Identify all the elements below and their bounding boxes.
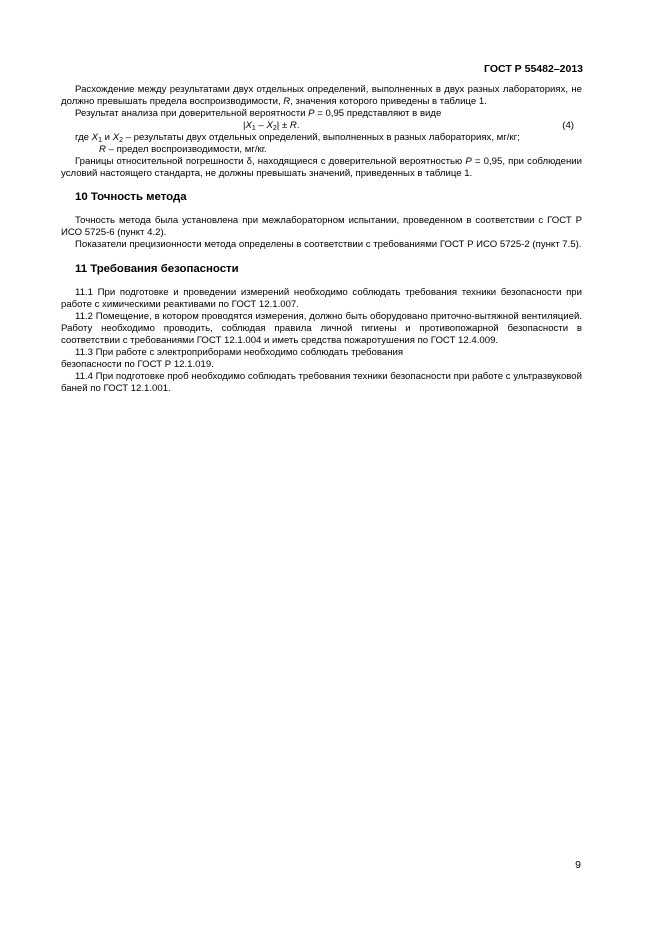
section-10-title: 10 Точность метода — [75, 191, 187, 204]
intro-var-r: R — [283, 96, 291, 108]
formula-sub1: 1 — [251, 125, 256, 133]
paragraph-result — [61, 108, 582, 120]
section-10-paragraph-2: Показатели прецизионности метода определены в соответствии с требованиями ГОСТ Р ИСО 5725-2 (пункт 7.5). — [75, 239, 582, 251]
paragraph-intro — [61, 84, 582, 108]
intro-text-b: , значения которого приведены в таблице 1. — [290, 96, 487, 108]
formula-dot: . — [296, 120, 300, 132]
formula-4 — [61, 120, 582, 132]
formula-x2: X — [266, 120, 273, 132]
formula-minus: – — [255, 120, 267, 132]
formula-number: (4) — [562, 120, 574, 132]
where-lead: где — [75, 132, 92, 144]
where-sub2: 2 — [119, 137, 123, 145]
where-sub1: 1 — [98, 137, 102, 145]
where-x1: X — [91, 132, 99, 144]
formula-x1: X — [245, 120, 252, 132]
where-definition-r — [61, 144, 582, 156]
document-header: ГОСТ Р 55482–2013 — [484, 63, 583, 75]
spacer — [61, 276, 582, 287]
formula-r: R — [289, 120, 297, 132]
bounds-var-p: P — [465, 156, 472, 168]
section-11-paragraph-3b: безопасности по ГОСТ Р 12.1.019. — [61, 358, 214, 370]
result-text-b: = 0,95 представляют в виде — [314, 108, 442, 120]
spacer — [61, 180, 582, 190]
page-number: 9 — [575, 859, 581, 871]
formula-bar-open: | — [243, 120, 246, 132]
formula-sub2: 2 — [272, 125, 277, 133]
section-11-paragraph-2: 11.2 Помещение, в котором проводятся измерения, должно быть оборудовано приточно-вытяжной вентиляцией. Работу необходимо проводить, соблюдая правила личной гигиены и противопожарной безопасности в соответствии с требованиями ГОСТ 12.1.004 и иметь средства пожаротушения по ГОСТ 12.4.009. — [61, 310, 582, 346]
formula-bar-close: | ± — [276, 120, 290, 132]
formula-expression — [243, 120, 300, 132]
bounds-text-c: = 0,95, при соблюдении условий настоящего стандарта, не должны превышать значений, приведенных в таблице 1. — [61, 156, 583, 180]
spacer — [61, 252, 582, 262]
section-10-paragraph-1: Точность метода была установлена при межлабораторном испытании, проведенном в соответствии с ГОСТ Р ИСО 5725-6 (пункт 4.2). — [61, 215, 582, 239]
where-rest: – результаты двух отдельных определений, выполненных в разных лабораториях, мг/кг; — [123, 132, 520, 144]
bounds-text-b: , находящиеся с доверительной вероятностью — [251, 156, 466, 168]
where-and: и — [101, 132, 113, 144]
where-r: R — [99, 144, 106, 156]
intro-text-a: Расхождение между результатами двух отдельных определений, выполненных в двух разных лабораториях, не должно превышать предела воспроизводимости, — [61, 84, 582, 108]
bounds-text-a: Границы относительной погрешности — [75, 156, 247, 168]
where-x2: X — [112, 132, 120, 144]
result-var-p: P — [308, 108, 315, 120]
page-content — [61, 84, 582, 395]
section-11-paragraph-3a: 11.3 При работе с электроприборами необходимо соблюдать требования — [75, 346, 404, 358]
section-11-title: 11 Требования безопасности — [75, 262, 239, 275]
where-definition-x — [61, 132, 582, 144]
spacer — [61, 204, 582, 215]
paragraph-bounds — [61, 156, 582, 180]
result-text-a: Результат анализа при доверительной вероятности — [75, 108, 309, 120]
section-11-paragraph-4: 11.4 При подготовке проб необходимо соблюдать требования техники безопасности при работе с ультразвуковой баней по ГОСТ 12.1.001. — [61, 370, 582, 394]
bounds-delta: δ — [246, 156, 252, 168]
where-r-rest: – предел воспроизводимости, мг/кг. — [105, 144, 267, 156]
section-11-paragraph-1: 11.1 При подготовке и проведении измерений необходимо соблюдать требования техники безопасности при работе с химическими реактивами по ГОСТ 12.1.007. — [61, 286, 582, 310]
